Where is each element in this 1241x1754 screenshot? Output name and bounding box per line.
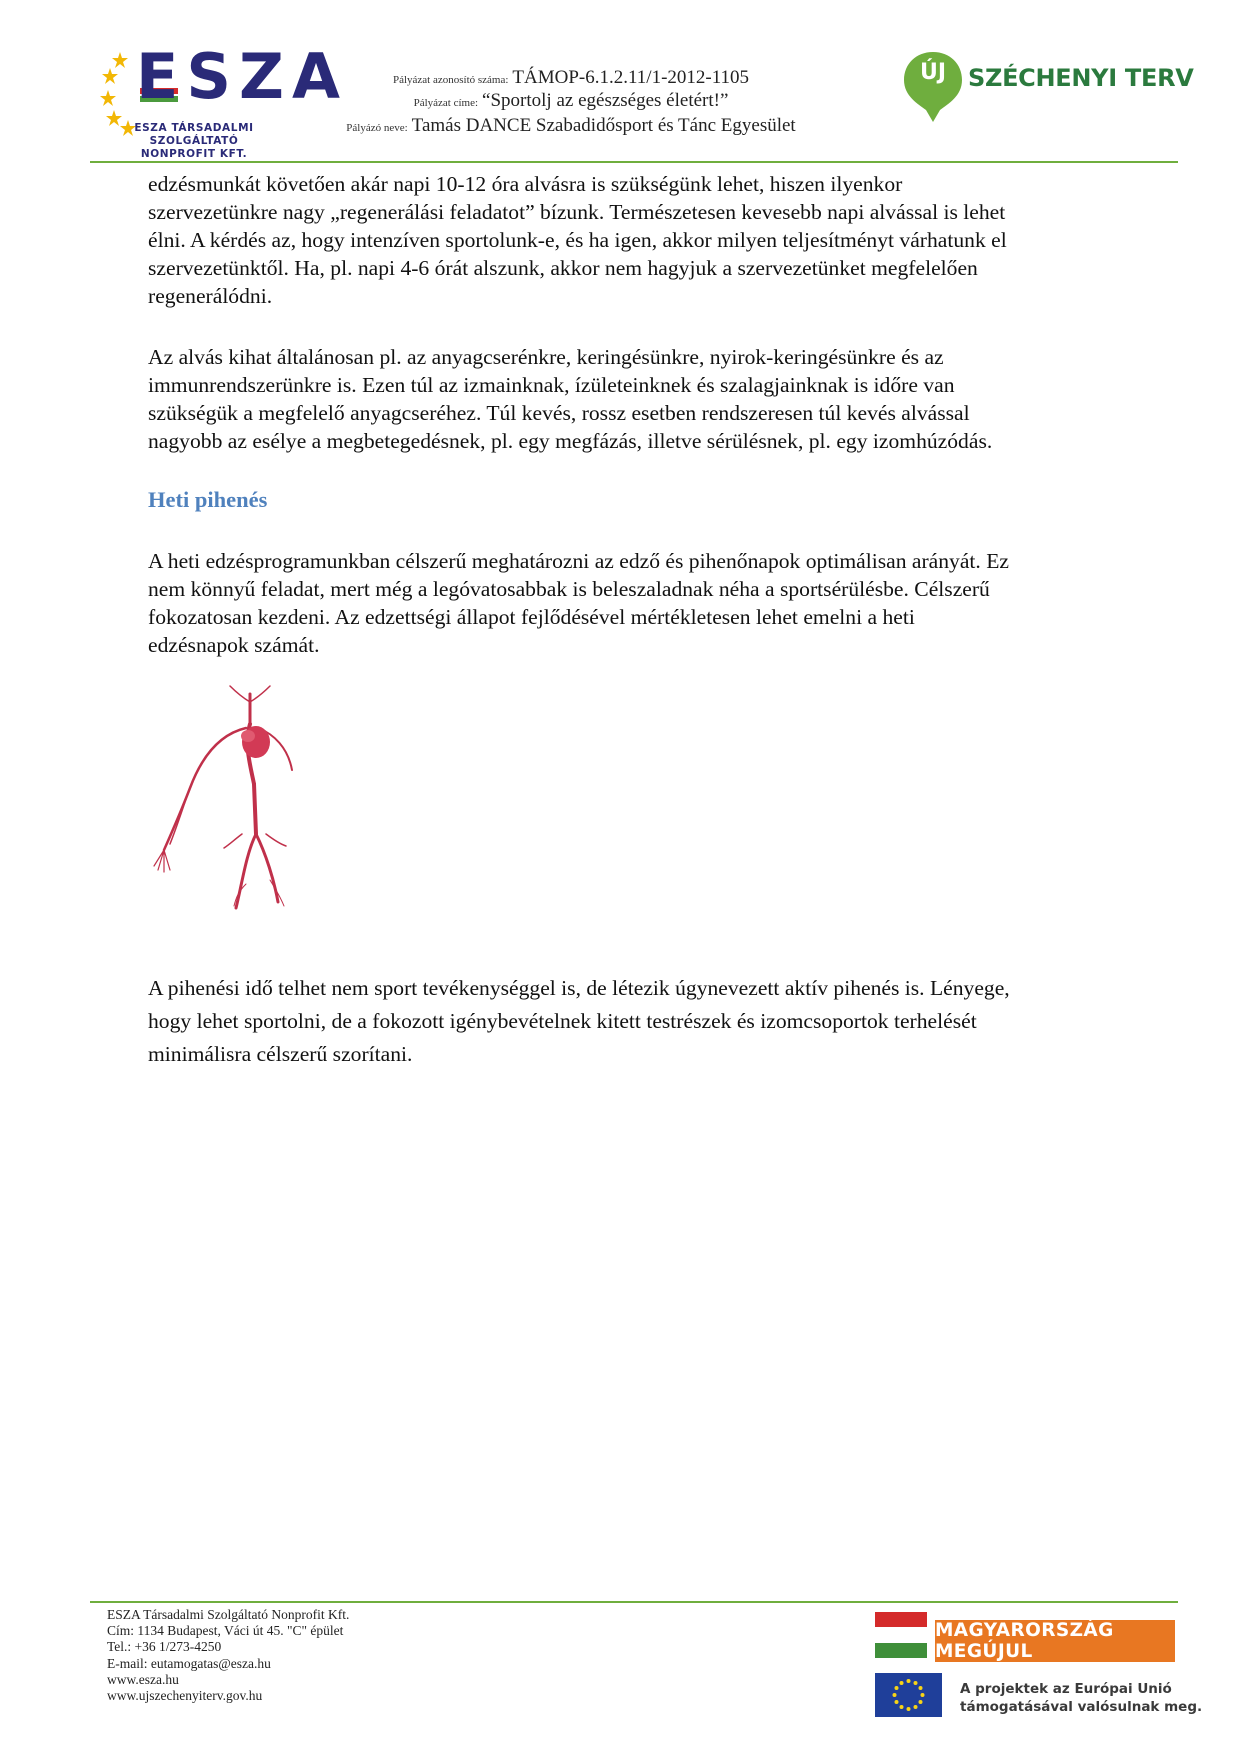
section-heading: Heti pihenés bbox=[148, 487, 268, 512]
text-line: regenerálódni. bbox=[148, 284, 273, 308]
eu-support-line2: támogatásával valósulnak meg. bbox=[960, 1699, 1203, 1715]
project-title-label: Pályázat címe: bbox=[413, 97, 479, 109]
footer-org: ESZA Társadalmi Szolgáltató Nonprofit Kft. bbox=[107, 1607, 350, 1622]
project-title bbox=[296, 91, 846, 110]
text-line: nagyobb az esélye a megbetegedésnek, pl. egy megfázás, illetve sérülésnek, pl. egy izomhúzódás. bbox=[148, 429, 993, 453]
circulatory-system-illustration bbox=[150, 684, 310, 914]
esza-wordmark: ESZA bbox=[136, 40, 348, 113]
text-line: szervezetünktől. Ha, pl. napi 4-6 órát alszunk, akkor nem hagyjuk a szervezetünket megfelelően bbox=[148, 256, 978, 280]
applicant-value: Tamás DANCE Szabadidősport és Tánc Egyesület bbox=[411, 115, 796, 136]
text-line: Az alvás kihat általánosan pl. az anyagcserénkre, keringésünkre, nyirok-keringésünkre és az bbox=[148, 345, 944, 369]
project-id bbox=[296, 68, 846, 87]
applicant-label: Pályázó neve: bbox=[346, 122, 408, 134]
text-line: edzésmunkát követően akár napi 10-12 óra alvásra is szükségünk lehet, hiszen ilyenkor bbox=[148, 172, 903, 196]
paragraph-active-rest bbox=[148, 972, 1148, 1071]
esza-subtitle bbox=[104, 122, 284, 161]
szechenyi-badge: ÚJ bbox=[919, 60, 947, 85]
szechenyi-text: SZÉCHENYI TERV bbox=[968, 64, 1194, 92]
footer-phone: Tel.: +36 1/273-4250 bbox=[107, 1639, 222, 1654]
hungarian-flag-icon bbox=[875, 1612, 927, 1658]
text-line: hogy lehet sportolni, de a fokozott igénybevételnek kitett testrészek és izomcsoportok terhelését bbox=[148, 1009, 977, 1033]
footer-web2: www.ujszechenyiterv.gov.hu bbox=[107, 1688, 263, 1703]
text-line: A pihenési idő telhet nem sport tevékenységgel is, de létezik úgynevezett aktív pihenés is. Lényege, bbox=[148, 976, 1010, 1000]
footer-email: E-mail: eutamogatas@esza.hu bbox=[107, 1656, 271, 1671]
text-line: minimálisra célszerű szorítani. bbox=[148, 1042, 413, 1066]
header-rule bbox=[90, 161, 1178, 163]
footer-address: Cím: 1134 Budapest, Váci út 45. "C" épület bbox=[107, 1623, 344, 1638]
text-line: szükségük a megfelelő anyagcseréhez. Túl kevés, rossz esetben rendszeresen túl kevés alvással bbox=[148, 401, 970, 425]
project-id-value: TÁMOP-6.1.2.11/1-2012-1105 bbox=[512, 67, 750, 88]
text-line: fokozatosan kezdeni. Az edzettségi állapot fejlődésével mértékletesen lehet emelni a heti bbox=[148, 605, 915, 629]
project-title-value: “Sportolj az egészséges életért!” bbox=[482, 90, 729, 111]
applicant bbox=[296, 116, 846, 135]
project-id-label: Pályázat azonosító száma: bbox=[392, 74, 509, 86]
paragraph-sleep bbox=[148, 170, 1148, 310]
text-line: immunrendszerünkre is. Ezen túl az izmainknak, ízületeinknek és szalagjainknak is időre van bbox=[148, 373, 955, 397]
text-line: nem könnyű feladat, mert még a legóvatosabbak is beleszaladnak néha a sportsérülésbe. Célszerű bbox=[148, 577, 990, 601]
eu-support-text bbox=[960, 1680, 1202, 1716]
magyarorszag-megujul-banner: MAGYARORSZÁG MEGÚJUL bbox=[935, 1620, 1175, 1662]
text-line: szervezetünkre nagy „regenerálási feladatot” bízunk. Természetesen kevesebb napi alvással is lehet bbox=[148, 200, 1006, 224]
text-line: A heti edzésprogramunkban célszerű meghatározni az edző és pihenőnapok optimálisan arányát. Ez bbox=[148, 549, 1010, 573]
paragraph-weekly-rest bbox=[148, 547, 1148, 659]
paragraph-sleep-effects bbox=[148, 343, 1148, 455]
text-line: edzésnapok számát. bbox=[148, 633, 320, 657]
esza-subtitle-line2: NONPROFIT KFT. bbox=[140, 148, 248, 160]
eu-support-line1: A projektek az Európai Unió bbox=[960, 1681, 1172, 1697]
footer-web1: www.esza.hu bbox=[107, 1672, 179, 1687]
eu-flag-icon bbox=[875, 1673, 942, 1717]
text-line: élni. A kérdés az, hogy intenzíven sportolunk-e, és ha igen, akkor milyen teljesítményt várhatunk el bbox=[148, 228, 1007, 252]
esza-subtitle-line1: ESZA TÁRSADALMI SZOLGÁLTATÓ bbox=[134, 122, 254, 147]
footer-rule bbox=[90, 1601, 1178, 1603]
